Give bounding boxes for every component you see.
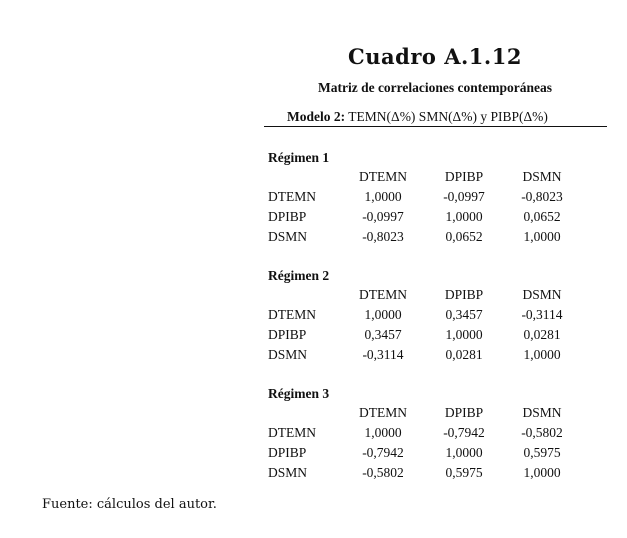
column-header-dsmn: DSMN: [522, 169, 562, 184]
table-cell: 1,0000: [523, 229, 561, 244]
column-header-dpibp: DPIBP: [444, 169, 484, 184]
column-header-dpibp: DPIBP: [444, 287, 484, 302]
table-cell: 0,3457: [445, 307, 483, 322]
table-cell: -0,8023: [362, 229, 404, 244]
row-label: DPIBP: [268, 209, 307, 224]
table-cell: -0,5802: [521, 425, 563, 440]
table-cell: 1,0000: [445, 327, 483, 342]
model-label: Modelo 2:: [287, 109, 346, 124]
table-cell: -0,0997: [443, 189, 485, 204]
table-cell: -0,7942: [362, 445, 404, 460]
table-cell: 0,0652: [445, 229, 483, 244]
table-title: Cuadro A.1.12: [348, 44, 522, 69]
column-header-dtemn: DTEMN: [359, 287, 407, 302]
row-label: DSMN: [268, 347, 308, 362]
table-cell: 1,0000: [364, 307, 402, 322]
model-description: TEMN(Δ%) SMN(Δ%) y PIBP(Δ%): [348, 109, 548, 124]
regime-block-1: [268, 150, 608, 270]
header-rule: [264, 126, 607, 127]
table-cell: -0,7942: [443, 425, 485, 440]
table-cell: -0,5802: [362, 465, 404, 480]
regime-label: Régimen 2: [268, 268, 330, 283]
table-cell: 0,5975: [445, 465, 483, 480]
column-header-dsmn: DSMN: [522, 287, 562, 302]
row-label: DTEMN: [268, 189, 316, 204]
row-label: DSMN: [268, 465, 308, 480]
table-cell: 0,5975: [523, 445, 561, 460]
table-cell: 1,0000: [445, 209, 483, 224]
row-label: DPIBP: [268, 327, 307, 342]
table-cell: -0,8023: [521, 189, 563, 204]
table-cell: -0,3114: [521, 307, 563, 322]
table-cell: 1,0000: [523, 347, 561, 362]
table-cell: 0,0281: [523, 327, 561, 342]
model-line: [287, 109, 548, 125]
table-cell: -0,3114: [362, 347, 404, 362]
table-cell: 1,0000: [364, 425, 402, 440]
row-label: DPIBP: [268, 445, 307, 460]
row-label: DTEMN: [268, 307, 316, 322]
regime-label: Régimen 3: [268, 386, 330, 401]
row-label: DTEMN: [268, 425, 316, 440]
regime-block-2: [268, 268, 608, 388]
row-label: DSMN: [268, 229, 308, 244]
table-subtitle: Matriz de correlaciones contemporáneas: [317, 80, 553, 95]
column-header-dpibp: DPIBP: [444, 405, 484, 420]
table-cell: 1,0000: [364, 189, 402, 204]
table-cell: 0,0652: [523, 209, 561, 224]
regime-block-3: [268, 386, 608, 506]
table-cell: -0,0997: [362, 209, 404, 224]
column-header-dtemn: DTEMN: [359, 405, 407, 420]
column-header-dsmn: DSMN: [522, 405, 562, 420]
table-cell: 0,3457: [364, 327, 402, 342]
table-cell: 1,0000: [445, 445, 483, 460]
source-note: Fuente: cálculos del autor.: [42, 497, 217, 512]
regime-label: Régimen 1: [268, 150, 330, 165]
column-header-dtemn: DTEMN: [359, 169, 407, 184]
table-cell: 1,0000: [523, 465, 561, 480]
table-cell: 0,0281: [445, 347, 483, 362]
